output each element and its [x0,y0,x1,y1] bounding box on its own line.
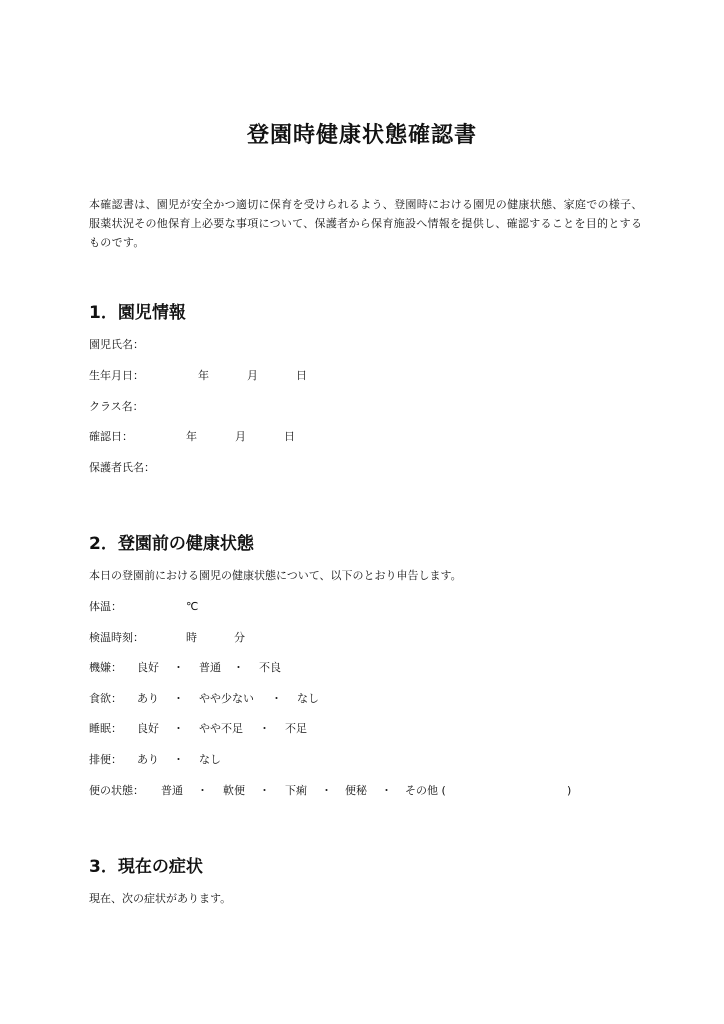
stool-option-other: その他 ( [405,784,446,797]
appetite-label: 食欲： [89,692,122,705]
birthdate-label: 生年月日： [89,369,144,382]
mood-option-bad: 不良 [259,661,281,674]
mood-label: 機嫌： [89,661,122,674]
mood-option-normal: 普通 [199,661,221,674]
sleep-option-good: 良好 [137,722,159,735]
intro-paragraph: 本確認書は、園児が安全かつ適切に保育を受けられるよう、登園時における園児の健康状態、家庭での様子、服薬状況その他保育上必要な事項について、保護者から保育施設へ情報を提供し、確認することを目的とするものです。 [89,198,643,249]
guardian-label: 保護者氏名： [89,461,155,474]
section3-heading: 3．現在の症状 [89,857,203,877]
child-name-label: 園児氏名： [89,338,144,351]
separator: ・ [173,661,184,674]
confirm-month-unit: 月 [235,430,246,443]
sleep-option-slightly-short: やや不足 [199,722,243,735]
separator: ・ [197,784,208,797]
bowel-option-no: なし [199,753,221,766]
sleep-label: 睡眠： [89,722,122,735]
separator: ・ [173,753,184,766]
separator: ・ [233,661,244,674]
mood-option-good: 良好 [137,661,159,674]
temperature-label: 体温： [89,600,122,613]
stool-option-soft: 軟便 [223,784,245,797]
class-label: クラス名： [89,400,144,413]
section2-lead: 本日の登園前における園児の健康状態について、以下のとおり申告します。 [89,569,462,582]
sleep-option-short: 不足 [285,722,307,735]
appetite-option-little: やや少ない [199,692,254,705]
confirm-year-unit: 年 [186,430,197,443]
stool-option-constipation: 便秘 [345,784,367,797]
stool-label: 便の状態： [89,784,144,797]
bowel-option-yes: あり [137,753,159,766]
measure-minute-unit: 分 [234,631,245,644]
separator: ・ [271,692,282,705]
section3-lead: 現在、次の症状があります。 [89,892,232,905]
birth-month-unit: 月 [247,369,258,382]
confirm-day-unit: 日 [284,430,295,443]
document-title: 登園時健康状態確認書 [246,123,477,148]
birth-year-unit: 年 [198,369,209,382]
section1-heading: 1．園児情報 [89,303,186,323]
separator: ・ [381,784,392,797]
stool-other-close: ) [567,784,572,797]
measure-time-label: 検温時刻： [89,631,144,644]
stool-option-normal: 普通 [161,784,183,797]
appetite-option-none: なし [297,692,319,705]
bowel-label: 排便： [89,753,122,766]
stool-option-diarrhea: 下痢 [285,784,307,797]
separator: ・ [259,784,270,797]
birth-day-unit: 日 [296,369,307,382]
separator: ・ [321,784,332,797]
separator: ・ [259,722,270,735]
temperature-unit: ℃ [186,600,199,613]
confirm-date-label: 確認日： [89,430,133,443]
separator: ・ [173,722,184,735]
section2-heading: 2．登園前の健康状態 [89,534,254,554]
measure-hour-unit: 時 [186,631,197,644]
appetite-option-yes: あり [137,692,159,705]
separator: ・ [173,692,184,705]
